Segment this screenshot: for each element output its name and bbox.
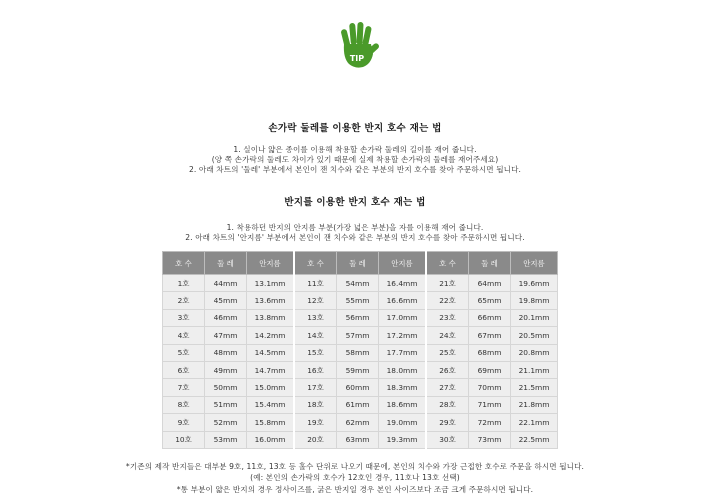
cell-inner-diameter: 20.5mm <box>511 327 558 344</box>
cell-size: 13호 <box>294 309 337 326</box>
section1-line-3: 2. 아래 차트의 '둘레' 부분에서 본인이 잰 치수와 같은 부분의 반지 호수를 찾아 주문하시면 됩니다. <box>188 165 522 174</box>
header-size: 호 수 <box>163 252 205 275</box>
cell-inner-diameter: 17.0mm <box>379 309 427 326</box>
section1-line-2: (양 쪽 손가락의 둘레도 차이가 있기 때문에 실제 착용할 손가락의 둘레를 재어주세요) <box>211 155 499 164</box>
table-row <box>163 344 558 361</box>
cell-circumference: 55mm <box>337 292 379 309</box>
cell-size: 12호 <box>294 292 337 309</box>
table-row <box>163 309 558 326</box>
cell-inner-diameter: 19.0mm <box>379 414 427 431</box>
cell-inner-diameter: 13.6mm <box>247 292 295 309</box>
cell-inner-diameter: 18.0mm <box>379 361 427 378</box>
footer-note-1: *기존의 제작 반지들은 대부분 9호, 11호, 13호 등 홀수 단위로 나오기 때문에, 본인의 치수와 가장 근접한 호수로 주문을 하시면 됩니다. <box>125 462 585 471</box>
cell-circumference: 65mm <box>469 292 511 309</box>
cell-circumference: 47mm <box>205 327 247 344</box>
cell-circumference: 52mm <box>205 414 247 431</box>
cell-size: 22호 <box>426 292 469 309</box>
table-row <box>163 379 558 396</box>
cell-circumference: 49mm <box>205 361 247 378</box>
tip-hand-icon <box>335 20 381 70</box>
cell-size: 6호 <box>163 361 205 378</box>
cell-circumference: 63mm <box>337 431 379 448</box>
section1-title: 손가락 둘레를 이용한 반지 호수 재는 법 <box>268 123 442 134</box>
cell-circumference: 69mm <box>469 361 511 378</box>
cell-circumference: 59mm <box>337 361 379 378</box>
cell-inner-diameter: 13.8mm <box>247 309 295 326</box>
cell-size: 14호 <box>294 327 337 344</box>
cell-size: 5호 <box>163 344 205 361</box>
cell-circumference: 66mm <box>469 309 511 326</box>
cell-size: 15호 <box>294 344 337 361</box>
cell-size: 20호 <box>294 431 337 448</box>
cell-size: 7호 <box>163 379 205 396</box>
cell-circumference: 50mm <box>205 379 247 396</box>
cell-circumference: 64mm <box>469 275 511 292</box>
cell-circumference: 73mm <box>469 431 511 448</box>
cell-circumference: 68mm <box>469 344 511 361</box>
header-inner-diameter: 안지름 <box>379 252 427 275</box>
cell-circumference: 70mm <box>469 379 511 396</box>
cell-inner-diameter: 16.4mm <box>379 275 427 292</box>
cell-inner-diameter: 18.3mm <box>379 379 427 396</box>
cell-size: 2호 <box>163 292 205 309</box>
cell-circumference: 71mm <box>469 396 511 413</box>
table-row <box>163 292 558 309</box>
header-circumference: 둘 레 <box>337 252 379 275</box>
cell-circumference: 48mm <box>205 344 247 361</box>
cell-inner-diameter: 14.7mm <box>247 361 295 378</box>
cell-inner-diameter: 22.5mm <box>511 431 558 448</box>
cell-circumference: 53mm <box>205 431 247 448</box>
table-row <box>163 396 558 413</box>
cell-size: 21호 <box>426 275 469 292</box>
header-inner-diameter: 안지름 <box>511 252 558 275</box>
cell-circumference: 72mm <box>469 414 511 431</box>
section2-title: 반지를 이용한 반지 호수 재는 법 <box>284 197 426 208</box>
cell-circumference: 51mm <box>205 396 247 413</box>
cell-circumference: 60mm <box>337 379 379 396</box>
ring-size-table <box>162 251 558 449</box>
cell-size: 27호 <box>426 379 469 396</box>
cell-size: 19호 <box>294 414 337 431</box>
cell-inner-diameter: 15.8mm <box>247 414 295 431</box>
cell-inner-diameter: 13.1mm <box>247 275 295 292</box>
cell-circumference: 45mm <box>205 292 247 309</box>
header-size: 호 수 <box>294 252 337 275</box>
cell-size: 8호 <box>163 396 205 413</box>
header-inner-diameter: 안지름 <box>247 252 295 275</box>
table-row <box>163 361 558 378</box>
tip-badge-text: TIP <box>349 54 365 63</box>
cell-inner-diameter: 19.8mm <box>511 292 558 309</box>
cell-size: 24호 <box>426 327 469 344</box>
table-row <box>163 275 558 292</box>
table-row <box>163 431 558 448</box>
cell-size: 17호 <box>294 379 337 396</box>
cell-circumference: 56mm <box>337 309 379 326</box>
footer-note-2: (예: 본인의 손가락의 호수가 12호인 경우, 11호나 13호 선택) <box>250 473 460 482</box>
cell-size: 26호 <box>426 361 469 378</box>
table-row <box>163 327 558 344</box>
cell-inner-diameter: 16.0mm <box>247 431 295 448</box>
cell-circumference: 62mm <box>337 414 379 431</box>
cell-inner-diameter: 18.6mm <box>379 396 427 413</box>
header-size: 호 수 <box>426 252 469 275</box>
cell-size: 11호 <box>294 275 337 292</box>
cell-size: 25호 <box>426 344 469 361</box>
cell-size: 10호 <box>163 431 205 448</box>
cell-size: 3호 <box>163 309 205 326</box>
cell-inner-diameter: 20.1mm <box>511 309 558 326</box>
cell-inner-diameter: 21.5mm <box>511 379 558 396</box>
table-header-row <box>163 252 558 275</box>
cell-size: 9호 <box>163 414 205 431</box>
section2-line-1: 1. 착용하던 반지의 안지름 부분(가장 넓은 부분)을 자를 이용해 재어 줍니다. <box>226 223 484 232</box>
cell-inner-diameter: 17.2mm <box>379 327 427 344</box>
cell-inner-diameter: 19.6mm <box>511 275 558 292</box>
cell-size: 30호 <box>426 431 469 448</box>
cell-size: 28호 <box>426 396 469 413</box>
cell-circumference: 67mm <box>469 327 511 344</box>
cell-circumference: 54mm <box>337 275 379 292</box>
cell-circumference: 58mm <box>337 344 379 361</box>
cell-inner-diameter: 22.1mm <box>511 414 558 431</box>
cell-circumference: 44mm <box>205 275 247 292</box>
cell-inner-diameter: 21.1mm <box>511 361 558 378</box>
cell-size: 23호 <box>426 309 469 326</box>
cell-circumference: 61mm <box>337 396 379 413</box>
cell-inner-diameter: 19.3mm <box>379 431 427 448</box>
cell-inner-diameter: 20.8mm <box>511 344 558 361</box>
cell-inner-diameter: 16.6mm <box>379 292 427 309</box>
cell-inner-diameter: 17.7mm <box>379 344 427 361</box>
cell-inner-diameter: 14.5mm <box>247 344 295 361</box>
cell-inner-diameter: 21.8mm <box>511 396 558 413</box>
cell-inner-diameter: 15.4mm <box>247 396 295 413</box>
cell-size: 29호 <box>426 414 469 431</box>
header-circumference: 둘 레 <box>205 252 247 275</box>
section1-line-1: 1. 실이나 얇은 종이를 이용해 착용할 손가락 둘레의 길이를 재어 줍니다. <box>233 145 477 154</box>
footer-note-3: *통 부분이 얇은 반지의 경우 정사이즈를, 굵은 반지일 경우 본인 사이즈보다 조금 크게 주문하시면 됩니다. <box>176 485 534 494</box>
section2-line-2: 2. 아래 차트의 '안지름' 부분에서 본인이 잰 치수와 같은 부분의 반지 호수를 찾아 주문하시면 됩니다. <box>185 233 525 242</box>
cell-size: 16호 <box>294 361 337 378</box>
cell-size: 18호 <box>294 396 337 413</box>
header-circumference: 둘 레 <box>469 252 511 275</box>
table-row <box>163 414 558 431</box>
cell-size: 1호 <box>163 275 205 292</box>
cell-inner-diameter: 14.2mm <box>247 327 295 344</box>
cell-circumference: 57mm <box>337 327 379 344</box>
cell-inner-diameter: 15.0mm <box>247 379 295 396</box>
cell-size: 4호 <box>163 327 205 344</box>
cell-circumference: 46mm <box>205 309 247 326</box>
